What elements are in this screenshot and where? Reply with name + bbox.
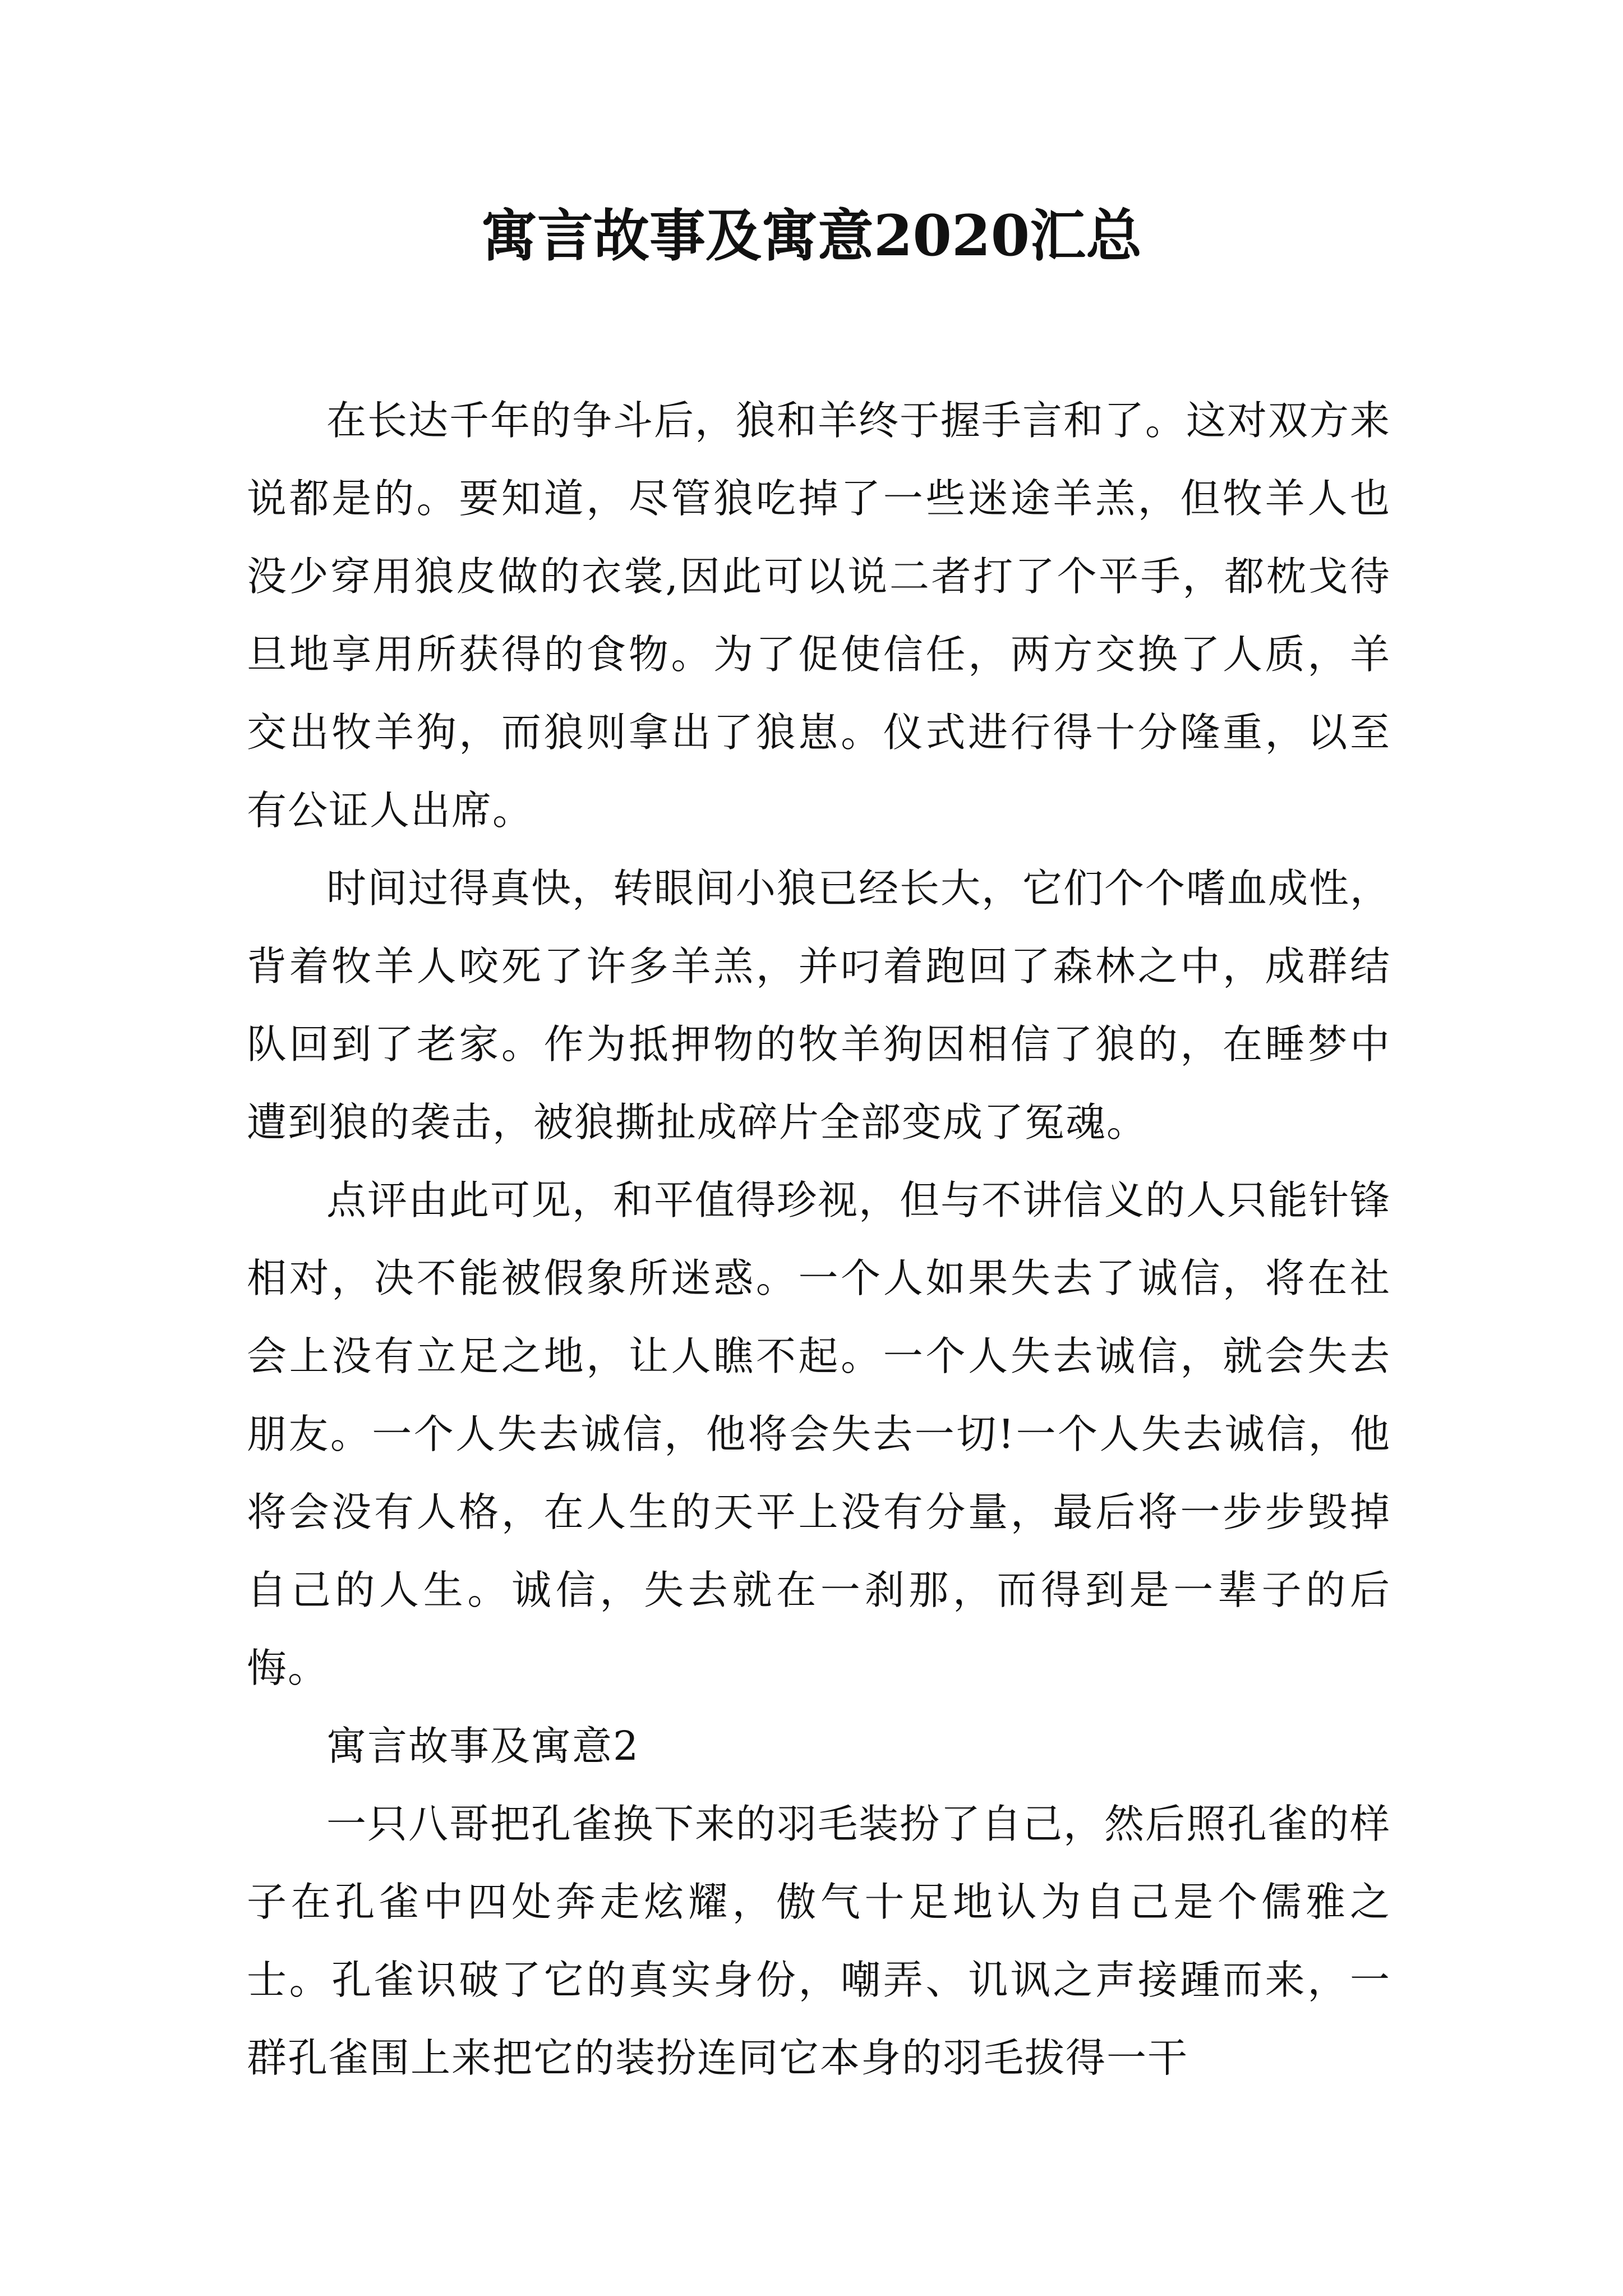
paragraph-myna-peacock: 一只八哥把孔雀换下来的羽毛装扮了自己，然后照孔雀的样子在孔雀中四处奔走炫耀，傲气十足地认为自己是个儒雅之士。孔雀识破了它的真实身份，嘲弄、讥讽之声接踵而来，一群孔雀围上来把它的装扮连同它本身的羽毛拔得一干	[247, 1801, 1391, 2081]
paragraph-wolf-cubs-grow: 时间过得真快，转眼间小狼已经长大，它们个个嗜血成性，背着牧羊人咬死了许多羊羔，并叼着跑回了森林之中，成群结队回到了老家。作为抵押物的牧羊狗因相信了狼的，在睡梦中遭到狼的袭击，被狼撕扯成碎片全部变成了冤魂。	[247, 865, 1391, 1145]
document-body	[247, 381, 1391, 2097]
section-heading-fable-2: 寓言故事及寓意2	[326, 1723, 640, 1769]
paragraph-commentary: 点评由此可见，和平值得珍视，但与不讲信义的人只能针锋相对，决不能被假象所迷惑。一个人如果失去了诚信，将在社会上没有立足之地，让人瞧不起。一个人失去诚信，就会失去朋友。一个人失去诚信，他将会失去一切!一个人失去诚信，他将会没有人格，在人生的天平上没有分量，最后将一步步毁掉自己的人生。诚信，失去就在一刹那，而得到是一辈子的后悔。	[247, 1177, 1391, 1691]
document-title: 寓言故事及寓意2020汇总	[481, 203, 1142, 269]
paragraph-wolf-sheep-peace: 在长达千年的争斗后，狼和羊终于握手言和了。这对双方来说都是的。要知道，尽管狼吃掉了一些迷途羊羔，但牧羊人也没少穿用狼皮做的衣裳,因此可以说二者打了个平手，都枕戈待旦地享用所获得的食物。为了促使信任，两方交换了人质，羊交出牧羊狗，而狼则拿出了狼崽。仪式进行得十分隆重，以至有公证人出席。	[247, 397, 1391, 834]
